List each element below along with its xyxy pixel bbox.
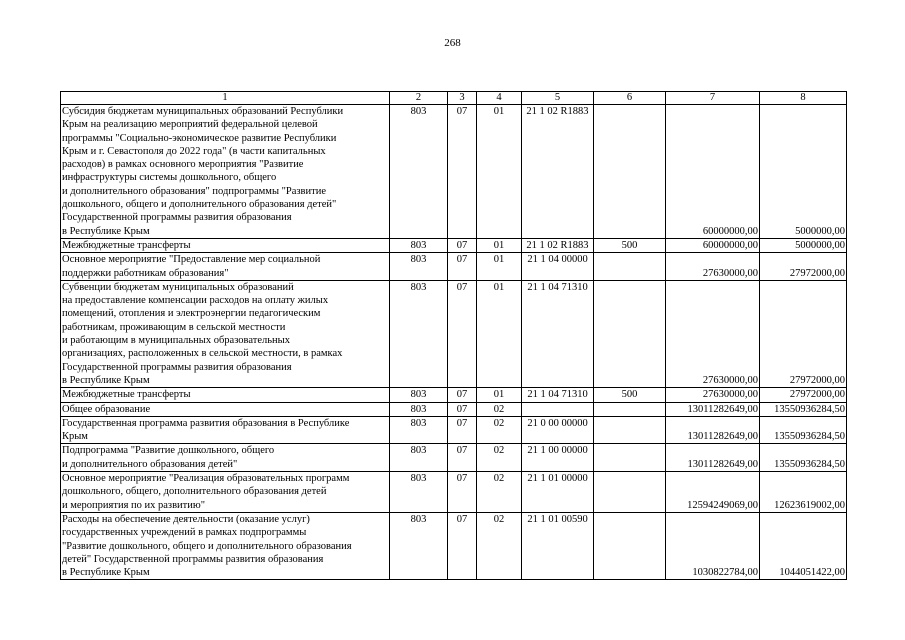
page-number: 268 xyxy=(444,37,461,49)
subsection-code: 01 xyxy=(477,388,522,402)
description-line: и работающим в муниципальных образовательных xyxy=(62,335,290,347)
description-line: государственных учреждений в рамках подпрограммы xyxy=(62,527,307,539)
section-code: 07 xyxy=(448,238,477,252)
row-description xyxy=(61,238,390,252)
table-row xyxy=(61,253,847,281)
target-article-code: 21 1 04 00000 xyxy=(522,253,594,281)
ministry-code: 803 xyxy=(390,444,448,472)
description-line: Межбюджетные трансферты xyxy=(62,239,191,251)
description-line: дошкольного, общего, дополнительного образования детей xyxy=(62,486,327,498)
description-line: Основное мероприятие "Реализация образовательных программ xyxy=(62,473,350,485)
section-code: 07 xyxy=(448,416,477,444)
description-line: Государственной программы развития образования xyxy=(62,212,292,224)
description-line: Подпрограмма "Развитие дошкольного, общего xyxy=(62,445,275,457)
amount-year-1: 13011282649,00 xyxy=(666,402,760,416)
target-article-code: 21 1 02 R1883 xyxy=(522,105,594,239)
description-line: в Республике Крым xyxy=(62,225,150,237)
row-description xyxy=(61,472,390,513)
description-line: дошкольного, общего и дополнительного образования детей" xyxy=(62,199,337,211)
amount-year-2: 27972000,00 xyxy=(760,253,847,281)
expense-type-code: 500 xyxy=(594,388,666,402)
amount-year-2: 13550936284,50 xyxy=(760,416,847,444)
subsection-code: 02 xyxy=(477,472,522,513)
table-row xyxy=(61,388,847,402)
expense-type-code xyxy=(594,280,666,387)
ministry-code: 803 xyxy=(390,238,448,252)
row-description xyxy=(61,388,390,402)
subsection-code: 01 xyxy=(477,238,522,252)
section-code: 07 xyxy=(448,105,477,239)
description-line: организациях, расположенных в сельской местности, в рамках xyxy=(62,348,343,360)
amount-year-1: 60000000,00 xyxy=(666,105,760,239)
column-header: 6 xyxy=(594,92,666,105)
description-line: Крым и г. Севастополя до 2022 года" (в части капитальных xyxy=(62,145,326,157)
table-row xyxy=(61,238,847,252)
column-header: 4 xyxy=(477,92,522,105)
amount-year-2: 13550936284,50 xyxy=(760,444,847,472)
section-code: 07 xyxy=(448,444,477,472)
description-line: инфраструктуры системы дошкольного, общего xyxy=(62,172,277,184)
column-header: 8 xyxy=(760,92,847,105)
description-line: Крым xyxy=(62,431,88,443)
section-code: 07 xyxy=(448,388,477,402)
subsection-code: 02 xyxy=(477,512,522,579)
table-row xyxy=(61,402,847,416)
description-line: Общее образование xyxy=(62,403,151,415)
amount-year-1: 1030822784,00 xyxy=(666,512,760,579)
description-line: Основное мероприятие "Предоставление мер социальной xyxy=(62,254,321,266)
table-row xyxy=(61,105,847,239)
description-line: поддержки работникам образования" xyxy=(62,267,229,279)
target-article-code: 21 1 02 R1883 xyxy=(522,238,594,252)
description-line: расходов) в рамках основного мероприятия "Развитие xyxy=(62,159,304,171)
row-description xyxy=(61,280,390,387)
amount-year-2: 5000000,00 xyxy=(760,105,847,239)
row-description xyxy=(61,253,390,281)
column-header: 5 xyxy=(522,92,594,105)
description-line: в Республике Крым xyxy=(62,374,150,386)
description-line: детей" Государственной программы развития образования xyxy=(62,553,324,565)
ministry-code: 803 xyxy=(390,416,448,444)
target-article-code: 21 1 00 00000 xyxy=(522,444,594,472)
column-header: 2 xyxy=(390,92,448,105)
section-code: 07 xyxy=(448,472,477,513)
row-description xyxy=(61,512,390,579)
expense-type-code xyxy=(594,402,666,416)
target-article-code: 21 1 01 00590 xyxy=(522,512,594,579)
target-article-code: 21 0 00 00000 xyxy=(522,416,594,444)
description-line: Крым на реализацию мероприятий федеральной целевой xyxy=(62,119,318,131)
amount-year-1: 27630000,00 xyxy=(666,280,760,387)
description-line: Субсидия бюджетам муниципальных образований Республики xyxy=(62,106,344,117)
subsection-code: 01 xyxy=(477,253,522,281)
amount-year-1: 60000000,00 xyxy=(666,238,760,252)
description-line: и дополнительного образования детей" xyxy=(62,458,238,470)
amount-year-1: 27630000,00 xyxy=(666,253,760,281)
subsection-code: 01 xyxy=(477,105,522,239)
ministry-code: 803 xyxy=(390,253,448,281)
expense-type-code xyxy=(594,253,666,281)
table-body xyxy=(61,92,847,580)
row-description xyxy=(61,105,390,239)
table-row xyxy=(61,416,847,444)
amount-year-1: 12594249069,00 xyxy=(666,472,760,513)
description-line: программы "Социально-экономическое развитие Республики xyxy=(62,132,337,144)
amount-year-1: 27630000,00 xyxy=(666,388,760,402)
description-line: Государственной программы развития образования xyxy=(62,361,292,373)
section-code: 07 xyxy=(448,402,477,416)
amount-year-2: 1044051422,00 xyxy=(760,512,847,579)
section-code: 07 xyxy=(448,512,477,579)
row-description xyxy=(61,402,390,416)
subsection-code: 02 xyxy=(477,416,522,444)
description-line: Расходы на обеспечение деятельности (оказание услуг) xyxy=(62,513,310,525)
header-row xyxy=(61,92,847,105)
expense-type-code xyxy=(594,444,666,472)
description-line: "Развитие дошкольного, общего и дополнительного образования xyxy=(62,540,352,552)
row-description xyxy=(61,416,390,444)
amount-year-2: 12623619002,00 xyxy=(760,472,847,513)
ministry-code: 803 xyxy=(390,280,448,387)
column-header: 3 xyxy=(448,92,477,105)
ministry-code: 803 xyxy=(390,402,448,416)
expense-type-code: 500 xyxy=(594,238,666,252)
description-line: Субвенции бюджетам муниципальных образований xyxy=(62,281,294,293)
subsection-code: 02 xyxy=(477,402,522,416)
column-header: 7 xyxy=(666,92,760,105)
target-article-code: 21 1 04 71310 xyxy=(522,280,594,387)
description-line: помещений, отопления и электроэнергии педагогическим xyxy=(62,308,321,320)
subsection-code: 02 xyxy=(477,444,522,472)
table-row xyxy=(61,472,847,513)
column-header: 1 xyxy=(61,92,390,105)
expense-type-code xyxy=(594,472,666,513)
expense-type-code xyxy=(594,105,666,239)
expense-type-code xyxy=(594,512,666,579)
row-description xyxy=(61,444,390,472)
description-line: в Республике Крым xyxy=(62,567,150,579)
description-line: и мероприятия по их развитию" xyxy=(62,499,205,511)
section-code: 07 xyxy=(448,280,477,387)
description-line: на предоставление компенсации расходов на оплату жилых xyxy=(62,295,329,307)
ministry-code: 803 xyxy=(390,472,448,513)
target-article-code: 21 1 01 00000 xyxy=(522,472,594,513)
amount-year-2: 27972000,00 xyxy=(760,280,847,387)
amount-year-1: 13011282649,00 xyxy=(666,416,760,444)
budget-table xyxy=(60,91,847,580)
ministry-code: 803 xyxy=(390,105,448,239)
ministry-code: 803 xyxy=(390,512,448,579)
description-line: Межбюджетные трансферты xyxy=(62,389,191,401)
description-line: и дополнительного образования" подпрограммы "Развитие xyxy=(62,185,327,197)
target-article-code xyxy=(522,402,594,416)
amount-year-1: 13011282649,00 xyxy=(666,444,760,472)
ministry-code: 803 xyxy=(390,388,448,402)
amount-year-2: 13550936284,50 xyxy=(760,402,847,416)
table-row xyxy=(61,512,847,579)
table-row xyxy=(61,280,847,387)
expense-type-code xyxy=(594,416,666,444)
amount-year-2: 5000000,00 xyxy=(760,238,847,252)
description-line: Государственная программа развития образования в Республике xyxy=(62,417,350,429)
target-article-code: 21 1 04 71310 xyxy=(522,388,594,402)
section-code: 07 xyxy=(448,253,477,281)
table-row xyxy=(61,444,847,472)
amount-year-2: 27972000,00 xyxy=(760,388,847,402)
description-line: работникам, проживающим в сельской местности xyxy=(62,321,286,333)
subsection-code: 01 xyxy=(477,280,522,387)
